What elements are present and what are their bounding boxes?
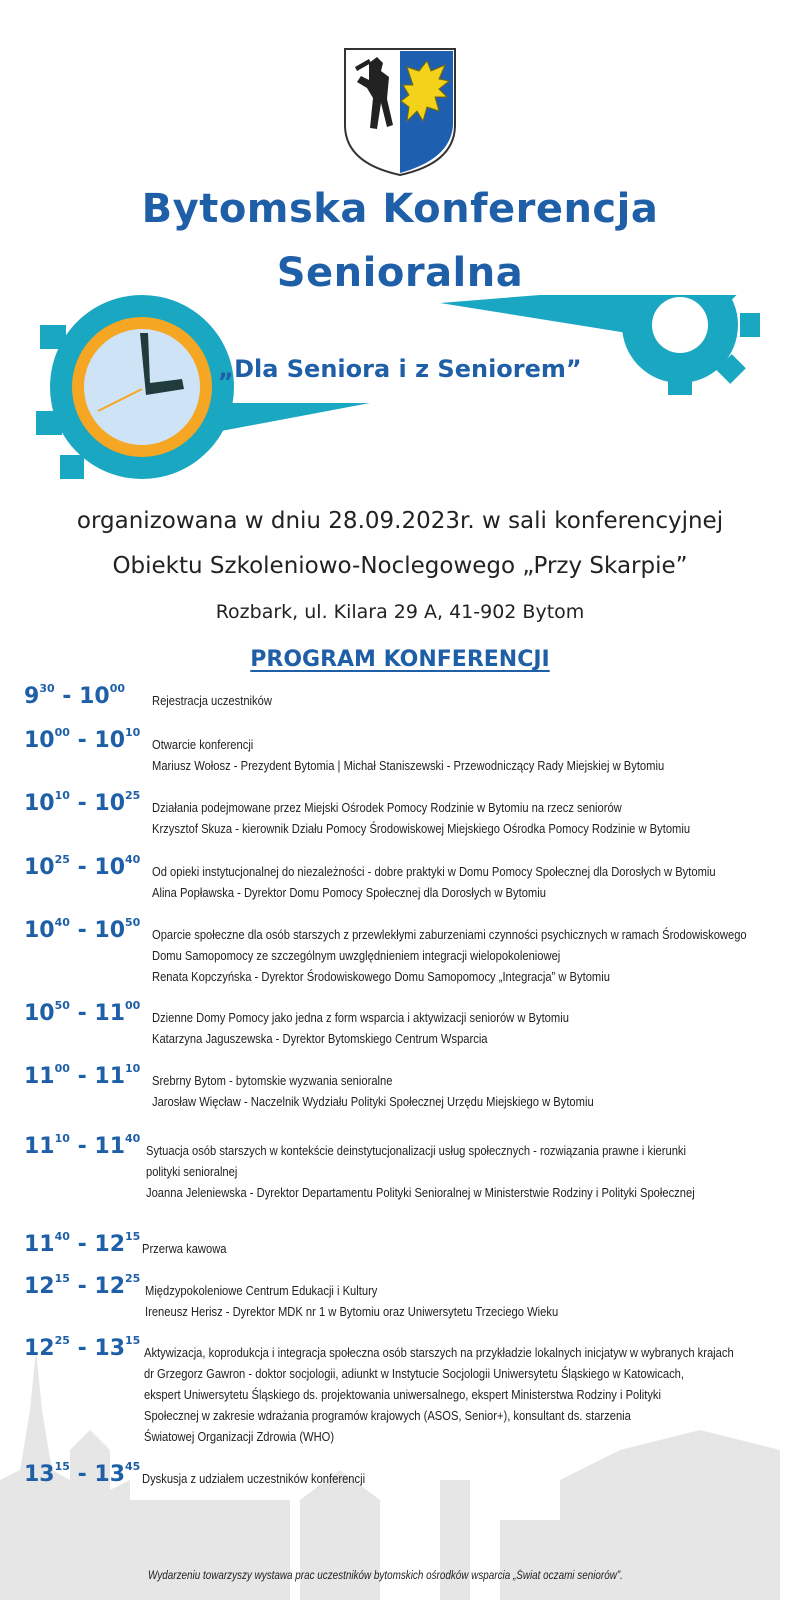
session-description: Otwarcie konferencji Mariusz Wołosz - Prezydent Bytomia | Michał Staniszewski - Przewodniczący Rady Miejskiej w Bytomiu <box>152 737 665 773</box>
time-slot: $10^{50} - 11^{00}$ <box>24 999 141 1026</box>
title-line-1: Bytomska Konferencja <box>141 186 659 232</box>
info-date-line: organizowana w dniu 28.09.2023r. w sali konferencyjnej <box>76 508 724 534</box>
time-slot: $13^{15} - 13^{45}$ <box>24 1460 141 1487</box>
time-slot: $10^{25} - 10^{40}$ <box>24 853 141 880</box>
time-slot: $12^{15} - 12^{25}$ <box>24 1272 141 1299</box>
bytom-coat-of-arms <box>341 45 459 177</box>
program-heading: PROGRAM KONFERENCJI <box>250 647 550 672</box>
time-slot: $10^{40} - 10^{50}$ <box>24 916 141 943</box>
session-description: Przerwa kawowa <box>142 1241 227 1256</box>
session-description: Sytuacja osób starszych w kontekście deinstytucjonalizacji usług społecznych - rozwiązania prawne i kierunki polityki senioralnej Joanna Jeleniewska - Dyrektor Departamentu Polityki Senioralnej w Ministerstwie Rodziny i Polityki Społecznej <box>146 1143 695 1200</box>
time-slot: $12^{25} - 13^{15}$ <box>24 1334 141 1361</box>
session-description: Srebrny Bytom - bytomskie wyzwania senioralne Jarosław Więcław - Naczelnik Wydziału Polityki Społecznej Urzędu Miejskiego w Bytomiu <box>152 1073 594 1109</box>
clock-gears-graphic <box>0 295 800 480</box>
session-description: Aktywizacja, koprodukcja i integracja społeczna osób starszych na przykładzie lokalnych inicjatyw w wybranych krajach dr Grzegorz Gawron - doktor socjologii, adiunkt w Instytucie Socjologii Uniwersytetu Śląskiego w Katowicach, ekspert Uniwersytetu Śląskiego ds. projektowania uniwersalnego, ekspert Ministerstwa Rodziny i Polityki Społecznej w zakresie wdrażania programów krajowych (ASOS, Senior+), konsultant ds. starzenia Światowej Organizacji Zdrowia (WHO) <box>144 1345 734 1444</box>
session-description: Międzypokoleniowe Centrum Edukacji i Kultury Ireneusz Herisz - Dyrektor MDK nr 1 w Bytomiu oraz Uniwersytetu Trzeciego Wieku <box>145 1283 559 1319</box>
time-slot: $10^{00} - 10^{10}$ <box>24 726 141 753</box>
session-description: Działania podejmowane przez Miejski Ośrodek Pomocy Rodzinie w Bytomiu na rzecz seniorów Krzysztof Skuza - kierownik Działu Pomocy Środowiskowej Miejskiego Ośrodka Pomocy Rodzinie w Bytomiu <box>152 800 691 836</box>
clock-icon <box>36 295 370 479</box>
title-line-2: Senioralna <box>276 250 524 296</box>
info-venue-line: Obiektu Szkoleniowo-Noclegowego „Przy Skarpie” <box>112 553 688 579</box>
time-slot: $9^{30} - 10^{00}$ <box>24 682 126 709</box>
exhibition-note: Wydarzeniu towarzyszy wystawa prac uczestników bytomskich ośrodków wsparcia „Świat oczami seniorów”. <box>148 1570 623 1582</box>
session-description: Dyskusja z udziałem uczestników konferencji <box>142 1471 366 1486</box>
time-slot: $10^{10} - 10^{25}$ <box>24 789 141 816</box>
session-description: Rejestracja uczestników <box>152 693 272 708</box>
session-description: Oparcie społeczne dla osób starszych z przewlekłymi zaburzeniami czynności psychicznych w ramach Środowiskowego Domu Samopomocy ze szczególnym uwzględnieniem integracji wielopokoleniowej Renata Kopczyńska - Dyrektor Środowiskowego Domu Samopomocy „Integracja” w Bytomiu <box>152 927 747 984</box>
time-slot: $11^{40} - 12^{15}$ <box>24 1230 141 1257</box>
session-description: Od opieki instytucjonalnej do niezależności - dobre praktyki w Domu Pomocy Społecznej dla Dorosłych w Bytomiu Alina Popławska - Dyrektor Domu Pomocy Społecznej dla Dorosłych w Bytomiu <box>152 864 716 900</box>
time-slot: $11^{10} - 11^{40}$ <box>24 1132 141 1159</box>
conference-subtitle: „Dla Seniora i z Seniorem” <box>218 355 582 383</box>
time-slot: $11^{00} - 11^{10}$ <box>24 1062 141 1089</box>
session-description: Dzienne Domy Pomocy jako jedna z form wsparcia i aktywizacji seniorów w Bytomiu Katarzyna Jaguszewska - Dyrektor Bytomskiego Centrum Wsparcia <box>152 1010 569 1046</box>
info-address-line: Rozbark, ul. Kilara 29 A, 41-902 Bytom <box>215 601 585 623</box>
